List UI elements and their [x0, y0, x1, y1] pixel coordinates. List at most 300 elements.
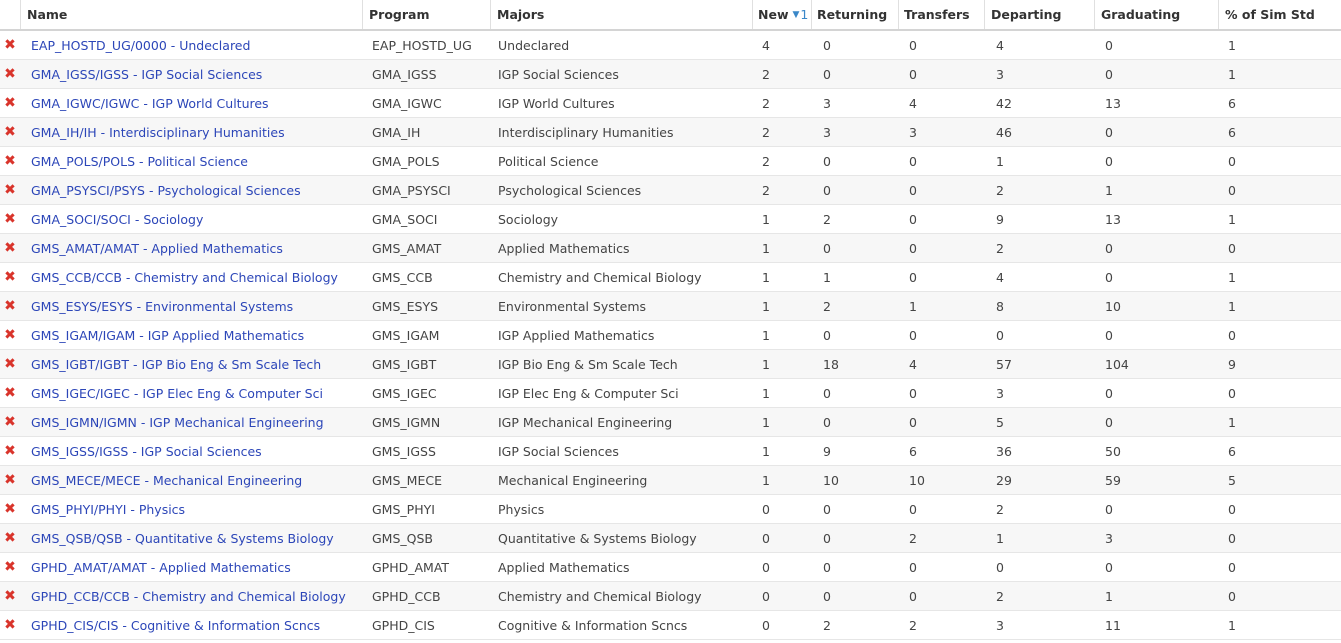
delete-icon[interactable]: ✖ — [4, 240, 16, 256]
name-link[interactable]: GMS_IGBT/IGBT - IGP Bio Eng & Sm Scale Tech — [31, 356, 322, 372]
graduating-cell — [1094, 60, 1218, 88]
header-graduating[interactable] — [1094, 0, 1218, 29]
pct-sim-std-cell-value: 0 — [1228, 153, 1236, 169]
name-link[interactable]: GMS_MECE/MECE - Mechanical Engineering — [31, 472, 303, 488]
departing-cell-value: 1 — [996, 153, 1004, 169]
departing-cell — [984, 582, 1094, 610]
departing-cell-value: 42 — [996, 95, 1012, 111]
program-cell-value: GMS_ESYS — [372, 298, 439, 314]
new-cell — [752, 350, 811, 378]
transfers-cell-value: 0 — [909, 153, 917, 169]
departing-cell-value: 0 — [996, 559, 1004, 575]
pct-sim-std-cell-value: 1 — [1228, 414, 1236, 430]
name-cell — [20, 379, 362, 407]
program-cell-value: GMS_CCB — [372, 269, 433, 285]
transfers-cell — [898, 147, 984, 175]
returning-cell-value: 3 — [823, 124, 831, 140]
majors-cell — [490, 263, 752, 291]
name-link[interactable]: GMA_SOCI/SOCI - Sociology — [31, 211, 204, 227]
header-pct-sim-std[interactable] — [1218, 0, 1341, 29]
transfers-cell — [898, 205, 984, 233]
graduating-cell — [1094, 234, 1218, 262]
new-cell-value: 0 — [762, 588, 770, 604]
returning-cell-value: 2 — [823, 617, 831, 633]
pct-sim-std-cell — [1218, 60, 1341, 88]
pct-sim-std-cell — [1218, 524, 1341, 552]
majors-cell-value: Psychological Sciences — [498, 182, 642, 198]
pct-sim-std-cell — [1218, 205, 1341, 233]
program-cell-value: GMS_IGBT — [372, 356, 437, 372]
departing-cell-value: 3 — [996, 617, 1004, 633]
pct-sim-std-cell-value: 0 — [1228, 385, 1236, 401]
program-cell — [362, 524, 490, 552]
returning-cell — [811, 553, 898, 581]
new-cell-value: 2 — [762, 182, 770, 198]
program-cell-value: GPHD_CCB — [372, 588, 441, 604]
table-row[interactable] — [0, 321, 1341, 350]
returning-cell — [811, 176, 898, 204]
returning-cell — [811, 582, 898, 610]
returning-cell-value: 0 — [823, 588, 831, 604]
name-link[interactable]: GMA_IGWC/IGWC - IGP World Cultures — [31, 95, 269, 111]
header-new[interactable] — [752, 0, 811, 29]
delete-icon[interactable]: ✖ — [4, 37, 16, 53]
graduating-cell — [1094, 379, 1218, 407]
graduating-cell — [1094, 350, 1218, 378]
graduating-cell — [1094, 437, 1218, 465]
transfers-cell — [898, 611, 984, 639]
graduating-cell — [1094, 118, 1218, 146]
new-cell-value: 0 — [762, 617, 770, 633]
name-link[interactable]: GMS_QSB/QSB - Quantitative & Systems Biology — [31, 530, 334, 546]
transfers-cell — [898, 495, 984, 523]
graduating-cell — [1094, 321, 1218, 349]
name-link[interactable]: GMA_PSYSCI/PSYS - Psychological Sciences — [31, 182, 301, 198]
graduating-cell-value: 0 — [1105, 385, 1113, 401]
table-row[interactable] — [0, 234, 1341, 263]
graduating-cell-value: 3 — [1105, 530, 1113, 546]
returning-cell-value: 0 — [823, 559, 831, 575]
delete-icon[interactable]: ✖ — [4, 298, 16, 314]
majors-cell — [490, 205, 752, 233]
graduating-cell-value: 0 — [1105, 153, 1113, 169]
majors-cell-value: IGP Bio Eng & Sm Scale Tech — [498, 356, 678, 372]
program-cell-value: GMS_PHYI — [372, 501, 435, 517]
program-cell — [362, 350, 490, 378]
pct-sim-std-cell — [1218, 350, 1341, 378]
new-cell-value: 2 — [762, 66, 770, 82]
returning-cell-value: 0 — [823, 37, 831, 53]
delete-row-cell — [0, 321, 20, 349]
delete-icon[interactable]: ✖ — [4, 211, 16, 227]
header-returning[interactable] — [811, 0, 898, 29]
header-program[interactable] — [362, 0, 490, 29]
majors-cell — [490, 60, 752, 88]
program-cell-value: GMS_IGSS — [372, 443, 436, 459]
delete-row-cell — [0, 582, 20, 610]
departing-cell — [984, 350, 1094, 378]
table-row[interactable] — [0, 147, 1341, 176]
name-cell — [20, 60, 362, 88]
departing-cell-value: 29 — [996, 472, 1012, 488]
pct-sim-std-cell-value: 9 — [1228, 356, 1236, 372]
program-cell — [362, 176, 490, 204]
name-link[interactable]: GMS_ESYS/ESYS - Environmental Systems — [31, 298, 294, 314]
majors-cell-value: IGP Applied Mathematics — [498, 327, 655, 343]
name-cell — [20, 582, 362, 610]
header-graduating-label: Graduating — [1101, 7, 1181, 22]
pct-sim-std-cell — [1218, 118, 1341, 146]
graduating-cell — [1094, 263, 1218, 291]
majors-cell — [490, 582, 752, 610]
transfers-cell-value: 0 — [909, 211, 917, 227]
majors-cell — [490, 118, 752, 146]
new-cell — [752, 611, 811, 639]
delete-row-cell — [0, 524, 20, 552]
program-cell — [362, 89, 490, 117]
delete-row-cell — [0, 147, 20, 175]
pct-sim-std-cell — [1218, 89, 1341, 117]
program-cell — [362, 466, 490, 494]
delete-row-cell — [0, 292, 20, 320]
table-row[interactable] — [0, 118, 1341, 147]
transfers-cell — [898, 350, 984, 378]
returning-cell — [811, 466, 898, 494]
header-departing[interactable] — [984, 0, 1094, 29]
returning-cell — [811, 234, 898, 262]
departing-cell — [984, 408, 1094, 436]
table-row[interactable] — [0, 437, 1341, 466]
transfers-cell-value: 4 — [909, 95, 917, 111]
delete-row-cell — [0, 408, 20, 436]
pct-sim-std-cell-value: 5 — [1228, 472, 1236, 488]
name-cell — [20, 437, 362, 465]
majors-cell — [490, 147, 752, 175]
majors-cell-value: IGP World Cultures — [498, 95, 615, 111]
new-cell-value: 1 — [762, 385, 770, 401]
name-cell — [20, 205, 362, 233]
program-cell-value: GMA_IGSS — [372, 66, 437, 82]
sort-rank-badge: 1 — [800, 7, 809, 22]
majors-cell-value: IGP Elec Eng & Computer Sci — [498, 385, 679, 401]
table-row[interactable] — [0, 176, 1341, 205]
departing-cell — [984, 292, 1094, 320]
delete-icon[interactable]: ✖ — [4, 269, 16, 285]
table-row[interactable] — [0, 408, 1341, 437]
name-link[interactable]: GMS_IGSS/IGSS - IGP Social Sciences — [31, 443, 262, 459]
name-cell — [20, 263, 362, 291]
returning-cell-value: 0 — [823, 414, 831, 430]
majors-cell-value: Cognitive & Information Scncs — [498, 617, 688, 633]
graduating-cell — [1094, 553, 1218, 581]
name-link[interactable]: GMS_AMAT/AMAT - Applied Mathematics — [31, 240, 283, 256]
transfers-cell-value: 0 — [909, 385, 917, 401]
new-cell — [752, 118, 811, 146]
delete-icon[interactable]: ✖ — [4, 530, 16, 546]
returning-cell — [811, 60, 898, 88]
name-link[interactable]: GMS_PHYI/PHYI - Physics — [31, 501, 186, 517]
program-cell-value: GMS_MECE — [372, 472, 442, 488]
returning-cell-value: 9 — [823, 443, 831, 459]
majors-cell-value: Mechanical Engineering — [498, 472, 648, 488]
transfers-cell-value: 0 — [909, 37, 917, 53]
delete-icon[interactable]: ✖ — [4, 443, 16, 459]
name-link[interactable]: GMA_IH/IH - Interdisciplinary Humanities — [31, 124, 285, 140]
pct-sim-std-cell — [1218, 437, 1341, 465]
pct-sim-std-cell — [1218, 147, 1341, 175]
new-cell-value: 1 — [762, 240, 770, 256]
majors-cell-value: IGP Mechanical Engineering — [498, 414, 673, 430]
transfers-cell — [898, 234, 984, 262]
delete-icon[interactable]: ✖ — [4, 385, 16, 401]
majors-cell-value: Quantitative & Systems Biology — [498, 530, 697, 546]
header-transfers[interactable] — [898, 0, 984, 29]
name-cell — [20, 147, 362, 175]
transfers-cell-value: 0 — [909, 66, 917, 82]
table-row[interactable] — [0, 611, 1341, 640]
name-cell — [20, 118, 362, 146]
pct-sim-std-cell — [1218, 292, 1341, 320]
delete-row-cell — [0, 495, 20, 523]
header-majors[interactable] — [490, 0, 752, 29]
sort-descending-icon[interactable]: ▼ — [792, 9, 800, 20]
majors-cell-value: Undeclared — [498, 37, 570, 53]
majors-cell — [490, 495, 752, 523]
pct-sim-std-cell — [1218, 611, 1341, 639]
returning-cell — [811, 147, 898, 175]
program-cell — [362, 31, 490, 59]
pct-sim-std-cell — [1218, 408, 1341, 436]
delete-row-cell — [0, 234, 20, 262]
pct-sim-std-cell-value: 0 — [1228, 240, 1236, 256]
name-cell — [20, 176, 362, 204]
graduating-cell — [1094, 205, 1218, 233]
table-row[interactable] — [0, 31, 1341, 60]
header-name[interactable] — [20, 0, 362, 29]
delete-icon[interactable]: ✖ — [4, 501, 16, 517]
delete-icon[interactable]: ✖ — [4, 472, 16, 488]
pct-sim-std-cell-value: 1 — [1228, 269, 1236, 285]
departing-cell-value: 3 — [996, 385, 1004, 401]
table-row[interactable] — [0, 495, 1341, 524]
graduating-cell-value: 0 — [1105, 559, 1113, 575]
departing-cell-value: 8 — [996, 298, 1004, 314]
delete-row-cell — [0, 350, 20, 378]
pct-sim-std-cell — [1218, 582, 1341, 610]
transfers-cell-value: 0 — [909, 414, 917, 430]
header-new-label: New — [758, 7, 789, 22]
departing-cell — [984, 321, 1094, 349]
returning-cell — [811, 524, 898, 552]
transfers-cell — [898, 524, 984, 552]
majors-cell-value: Chemistry and Chemical Biology — [498, 588, 702, 604]
program-cell — [362, 495, 490, 523]
new-cell — [752, 292, 811, 320]
majors-cell-value: Interdisciplinary Humanities — [498, 124, 674, 140]
name-link[interactable]: EAP_HOSTD_UG/0000 - Undeclared — [31, 37, 251, 53]
table-row[interactable] — [0, 350, 1341, 379]
transfers-cell-value: 0 — [909, 240, 917, 256]
departing-cell — [984, 176, 1094, 204]
transfers-cell — [898, 292, 984, 320]
majors-cell — [490, 176, 752, 204]
delete-row-cell — [0, 176, 20, 204]
departing-cell-value: 2 — [996, 182, 1004, 198]
returning-cell — [811, 437, 898, 465]
graduating-cell-value: 10 — [1105, 298, 1121, 314]
delete-icon[interactable]: ✖ — [4, 124, 16, 140]
transfers-cell-value: 0 — [909, 588, 917, 604]
graduating-cell — [1094, 176, 1218, 204]
transfers-cell — [898, 379, 984, 407]
name-link[interactable]: GMA_IGSS/IGSS - IGP Social Sciences — [31, 66, 263, 82]
program-cell — [362, 205, 490, 233]
delete-row-cell — [0, 118, 20, 146]
new-cell — [752, 321, 811, 349]
table-row[interactable] — [0, 292, 1341, 321]
name-link[interactable]: GMS_IGMN/IGMN - IGP Mechanical Engineering — [31, 414, 324, 430]
table-row[interactable] — [0, 553, 1341, 582]
graduating-cell — [1094, 524, 1218, 552]
program-cell — [362, 582, 490, 610]
table-row[interactable] — [0, 60, 1341, 89]
majors-cell-value: Environmental Systems — [498, 298, 647, 314]
program-cell-value: GMA_SOCI — [372, 211, 438, 227]
delete-icon[interactable]: ✖ — [4, 617, 16, 633]
new-cell-value: 0 — [762, 501, 770, 517]
table-row[interactable] — [0, 379, 1341, 408]
program-cell — [362, 321, 490, 349]
delete-icon[interactable]: ✖ — [4, 182, 16, 198]
delete-icon[interactable]: ✖ — [4, 95, 16, 111]
new-cell — [752, 205, 811, 233]
name-cell — [20, 611, 362, 639]
returning-cell-value: 0 — [823, 327, 831, 343]
new-cell — [752, 263, 811, 291]
delete-row-cell — [0, 379, 20, 407]
delete-icon[interactable]: ✖ — [4, 356, 16, 372]
name-link[interactable]: GMS_IGAM/IGAM - IGP Applied Mathematics — [31, 327, 305, 343]
pct-sim-std-cell — [1218, 321, 1341, 349]
departing-cell-value: 0 — [996, 327, 1004, 343]
departing-cell-value: 2 — [996, 501, 1004, 517]
pct-sim-std-cell-value: 0 — [1228, 530, 1236, 546]
name-link[interactable]: GPHD_CIS/CIS - Cognitive & Information Scncs — [31, 617, 321, 633]
delete-icon[interactable]: ✖ — [4, 559, 16, 575]
majors-cell — [490, 350, 752, 378]
delete-icon[interactable]: ✖ — [4, 414, 16, 430]
name-cell — [20, 292, 362, 320]
pct-sim-std-cell — [1218, 379, 1341, 407]
departing-cell-value: 57 — [996, 356, 1012, 372]
delete-icon[interactable]: ✖ — [4, 327, 16, 343]
table-row[interactable] — [0, 582, 1341, 611]
majors-cell-value: Physics — [498, 501, 545, 517]
program-cell — [362, 611, 490, 639]
pct-sim-std-cell-value: 1 — [1228, 66, 1236, 82]
delete-row-cell — [0, 263, 20, 291]
majors-cell — [490, 437, 752, 465]
delete-row-cell — [0, 60, 20, 88]
graduating-cell-value: 0 — [1105, 124, 1113, 140]
delete-row-cell — [0, 31, 20, 59]
departing-cell-value: 2 — [996, 588, 1004, 604]
departing-cell — [984, 89, 1094, 117]
name-cell — [20, 553, 362, 581]
delete-icon[interactable]: ✖ — [4, 588, 16, 604]
pct-sim-std-cell — [1218, 31, 1341, 59]
new-cell-value: 1 — [762, 443, 770, 459]
graduating-cell-value: 1 — [1105, 588, 1113, 604]
name-cell — [20, 466, 362, 494]
table-row[interactable] — [0, 205, 1341, 234]
pct-sim-std-cell — [1218, 176, 1341, 204]
new-cell-value: 4 — [762, 37, 770, 53]
new-cell — [752, 379, 811, 407]
name-link[interactable]: GPHD_CCB/CCB - Chemistry and Chemical Biology — [31, 588, 346, 604]
returning-cell-value: 1 — [823, 269, 831, 285]
majors-cell — [490, 234, 752, 262]
program-cell-value: GMA_IH — [372, 124, 421, 140]
transfers-cell-value: 2 — [909, 530, 917, 546]
name-link[interactable]: GMS_CCB/CCB - Chemistry and Chemical Biology — [31, 269, 338, 285]
name-link[interactable]: GMA_POLS/POLS - Political Science — [31, 153, 248, 169]
graduating-cell-value: 13 — [1105, 211, 1121, 227]
transfers-cell-value: 0 — [909, 327, 917, 343]
transfers-cell — [898, 176, 984, 204]
returning-cell-value: 0 — [823, 501, 831, 517]
name-link[interactable]: GPHD_AMAT/AMAT - Applied Mathematics — [31, 559, 291, 575]
program-cell — [362, 408, 490, 436]
returning-cell — [811, 495, 898, 523]
majors-cell — [490, 524, 752, 552]
name-link[interactable]: GMS_IGEC/IGEC - IGP Elec Eng & Computer Sci — [31, 385, 323, 401]
table-row[interactable] — [0, 89, 1341, 118]
pct-sim-std-cell-value: 0 — [1228, 182, 1236, 198]
graduating-cell — [1094, 582, 1218, 610]
transfers-cell-value: 1 — [909, 298, 917, 314]
program-cell-value: GMA_POLS — [372, 153, 440, 169]
transfers-cell-value: 0 — [909, 269, 917, 285]
name-cell — [20, 350, 362, 378]
returning-cell-value: 2 — [823, 211, 831, 227]
program-cell — [362, 234, 490, 262]
departing-cell — [984, 118, 1094, 146]
program-cell — [362, 147, 490, 175]
delete-icon[interactable]: ✖ — [4, 153, 16, 169]
table-row[interactable] — [0, 524, 1341, 553]
returning-cell-value: 0 — [823, 66, 831, 82]
graduating-cell-value: 1 — [1105, 182, 1113, 198]
new-cell-value: 1 — [762, 211, 770, 227]
departing-cell — [984, 263, 1094, 291]
returning-cell-value: 0 — [823, 385, 831, 401]
majors-cell-value: Sociology — [498, 211, 559, 227]
returning-cell-value: 2 — [823, 298, 831, 314]
returning-cell — [811, 89, 898, 117]
table-row[interactable] — [0, 466, 1341, 495]
program-cell — [362, 60, 490, 88]
table-row[interactable] — [0, 263, 1341, 292]
new-cell — [752, 234, 811, 262]
program-cell-value: GMS_IGMN — [372, 414, 441, 430]
returning-cell — [811, 321, 898, 349]
graduating-cell — [1094, 31, 1218, 59]
transfers-cell-value: 10 — [909, 472, 925, 488]
delete-icon[interactable]: ✖ — [4, 66, 16, 82]
majors-cell — [490, 31, 752, 59]
name-cell — [20, 408, 362, 436]
